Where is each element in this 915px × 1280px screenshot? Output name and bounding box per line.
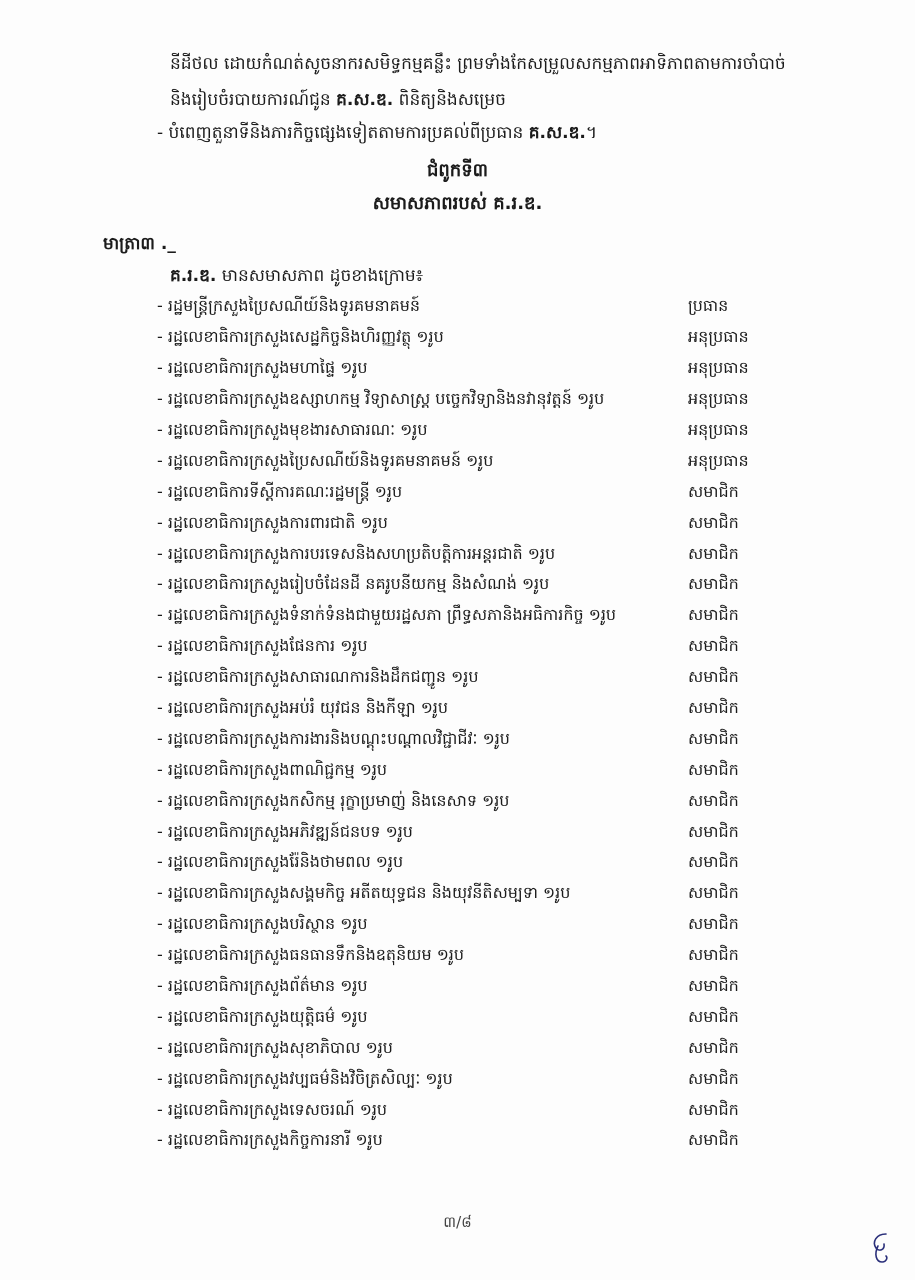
chapter-number: ជំពូកទី៣ — [426, 160, 489, 181]
member-title: - រដ្ឋលេខាធិការក្រសួងអភិវឌ្ឍន៍ជនបទ ១រូប — [157, 821, 413, 841]
member-row — [157, 1064, 777, 1095]
member-row — [157, 1033, 777, 1064]
member-role: សមាជិក — [688, 759, 739, 779]
member-role: សមាជិក — [688, 914, 739, 934]
member-title: - រដ្ឋលេខាធិការទីស្តីការគណៈរដ្ឋមន្ត្រី ១រូប — [157, 481, 403, 501]
member-role: សមាជិក — [688, 852, 739, 872]
member-title: - រដ្ឋលេខាធិការក្រសួងទេសចរណ៍ ១រូប — [157, 1099, 388, 1119]
member-row — [157, 724, 777, 755]
member-role: សមាជិក — [688, 728, 739, 748]
member-row — [157, 416, 777, 447]
member-title: - រដ្ឋលេខាធិការក្រសួងវប្បធម៌និងវិចិត្រសិល្បៈ ១រូប — [157, 1068, 453, 1088]
committee-abbreviation: គ.ស.ឌ. — [528, 123, 586, 143]
member-title: - រដ្ឋមន្ត្រីក្រសួងប្រៃសណីយ៍និងទូរគមនាគមន៍ — [157, 296, 421, 316]
intro-line-3-text: - បំពេញតួនាទីនិងភារកិច្ចផ្សេងទៀតតាមការប្រគល់ពីប្រធាន — [157, 123, 529, 143]
member-title: - រដ្ឋលេខាធិការក្រសួងទំនាក់ទំនងជាមួយរដ្ឋសភា ព្រឹទ្ធសភានិងអធិការកិច្ច ១រូប — [157, 605, 617, 625]
member-row — [157, 1095, 777, 1126]
member-row — [157, 292, 777, 323]
member-row — [157, 323, 777, 354]
intro-line-2-text-end: ពិនិត្យនិងសម្រេច — [393, 90, 506, 110]
member-row — [157, 817, 777, 848]
member-row — [157, 477, 777, 508]
member-title: - រដ្ឋលេខាធិការក្រសួងកិច្ចការនារី ១រូប — [157, 1130, 383, 1150]
member-role: សមាជិក — [688, 945, 739, 965]
member-title: - រដ្ឋលេខាធិការក្រសួងផែនការ ១រូប — [157, 636, 368, 656]
intro-line-3 — [157, 121, 597, 145]
member-row — [157, 354, 777, 385]
member-role: សមាជិក — [688, 667, 739, 687]
intro-line-1 — [170, 52, 786, 76]
member-row — [157, 848, 777, 879]
member-role: អនុប្រធាន — [688, 327, 749, 347]
page-number: ៣/៨ — [443, 1213, 472, 1231]
member-title: - រដ្ឋលេខាធិការក្រសួងបរិស្ថាន ១រូប — [157, 914, 368, 934]
member-row — [157, 1002, 777, 1033]
handwritten-initial-icon — [868, 1230, 894, 1266]
chapter-title: សមាសភាពរបស់ គ.រ.ឌ. — [372, 193, 543, 214]
member-title: - រដ្ឋលេខាធិការក្រសួងយុត្តិធម៌ ១រូប — [157, 1006, 368, 1026]
member-title: - រដ្ឋលេខាធិការក្រសួងសុខាភិបាល ១រូប — [157, 1037, 393, 1057]
member-row — [157, 972, 777, 1003]
member-row — [157, 632, 777, 663]
article-label: មាត្រា៣ ._ — [103, 234, 176, 254]
member-role: សមាជិក — [688, 821, 739, 841]
committee-abbreviation: គ.រ.ឌ. — [170, 266, 217, 286]
member-row — [157, 601, 777, 632]
member-row — [157, 910, 777, 941]
intro-line-3-text-end: ។ — [585, 123, 598, 143]
membership-intro — [170, 264, 423, 288]
member-title: - រដ្ឋលេខាធិការក្រសួងប្រៃសណីយ៍និងទូរគមនាគមន៍ ១រូប — [157, 450, 494, 470]
member-role: សមាជិក — [688, 883, 739, 903]
members-list — [157, 292, 777, 1157]
member-role: សមាជិក — [688, 1068, 739, 1088]
member-role: សមាជិក — [688, 574, 739, 594]
member-row — [157, 570, 777, 601]
member-row — [157, 694, 777, 725]
member-role: សមាជិក — [688, 543, 739, 563]
member-row — [157, 539, 777, 570]
member-title: - រដ្ឋលេខាធិការក្រសួងមុខងារសាធារណៈ ១រូប — [157, 420, 428, 439]
member-row — [157, 663, 777, 694]
member-title: - រដ្ឋលេខាធិការក្រសួងមហាផ្ទៃ ១រូប — [157, 358, 368, 378]
member-title: - រដ្ឋលេខាធិការក្រសួងការងារនិងបណ្តុះបណ្តាលវិជ្ជាជីវៈ ១រូប — [157, 728, 510, 748]
member-role: សមាជិក — [688, 512, 739, 532]
member-row — [157, 385, 777, 416]
committee-abbreviation: គ.ស.ឌ. — [336, 90, 394, 110]
member-role: អនុប្រធាន — [688, 450, 749, 470]
member-title: - រដ្ឋលេខាធិការក្រសួងការពារជាតិ ១រូប — [157, 512, 388, 532]
member-role: សមាជិក — [688, 636, 739, 656]
member-title: - រដ្ឋលេខាធិការក្រសួងអប់រំ យុវជន និងកីឡា ១រូប — [157, 698, 449, 718]
member-row — [157, 446, 777, 477]
member-role: អនុប្រធាន — [688, 358, 749, 378]
member-title: - រដ្ឋលេខាធិការក្រសួងព័ត៌មាន ១រូប — [157, 976, 368, 996]
member-title: - រដ្ឋលេខាធិការក្រសួងរ៉ែនិងថាមពល ១រូប — [157, 852, 404, 872]
member-row — [157, 786, 777, 817]
member-role: សមាជិក — [688, 1099, 739, 1119]
member-role: សមាជិក — [688, 605, 739, 625]
member-title: - រដ្ឋលេខាធិការក្រសួងពាណិជ្ជកម្ម ១រូប — [157, 759, 388, 779]
member-role: សមាជិក — [688, 790, 739, 810]
member-title: - រដ្ឋលេខាធិការក្រសួងសង្គមកិច្ច អតីតយុទ្ធជន និងយុវនីតិសម្បទា ១រូប — [157, 883, 571, 903]
intro-line-2 — [170, 88, 506, 112]
member-role: សមាជិក — [688, 698, 739, 718]
member-role: ប្រធាន — [688, 296, 729, 316]
member-role: អនុប្រធាន — [688, 420, 749, 439]
intro-line-1-text: នីដីថល ដោយកំណត់សូចនាករសមិទ្ធកម្មគន្លឹះ ព្រមទាំងកែសម្រួលសកម្មភាពអាទិភាពតាមការចាំបាច់ — [170, 54, 786, 74]
member-role: សមាជិក — [688, 1037, 739, 1057]
member-title: - រដ្ឋលេខាធិការក្រសួងរៀបចំដែនដី នគរូបនីយកម្ម និងសំណង់ ១រូប — [157, 574, 550, 594]
member-role: សមាជិក — [688, 1006, 739, 1026]
member-title: - រដ្ឋលេខាធិការក្រសួងការបរទេសនិងសហប្រតិបត្តិការអន្តរជាតិ ១រូប — [157, 543, 556, 563]
member-row — [157, 941, 777, 972]
member-title: - រដ្ឋលេខាធិការក្រសួងសាធារណការនិងដឹកជញ្ជូន ១រូប — [157, 667, 479, 687]
member-title: - រដ្ឋលេខាធិការក្រសួងឧស្សាហកម្ម វិទ្យាសាស្ត្រ បច្ចេកវិទ្យានិងនវានុវត្តន៍ ១រូប — [157, 389, 605, 409]
member-title: - រដ្ឋលេខាធិការក្រសួងកសិកម្ម រុក្ខាប្រមាញ់ និងនេសាទ ១រូប — [157, 790, 510, 810]
membership-intro-text: មានសមាសភាព ដូចខាងក្រោម៖ — [216, 266, 424, 286]
member-row — [157, 1126, 777, 1157]
member-row — [157, 879, 777, 910]
member-row — [157, 755, 777, 786]
member-title: - រដ្ឋលេខាធិការក្រសួងសេដ្ឋកិច្ចនិងហិរញ្ញវត្ថុ ១រូប — [157, 327, 444, 347]
member-role: សមាជិក — [688, 976, 739, 996]
member-role: សមាជិក — [688, 481, 739, 501]
member-row — [157, 508, 777, 539]
member-title: - រដ្ឋលេខាធិការក្រសួងធនធានទឹកនិងឧតុនិយម ១រូប — [157, 945, 465, 965]
member-role: សមាជិក — [688, 1130, 739, 1150]
member-role: អនុប្រធាន — [688, 389, 749, 409]
intro-line-2-text: និងរៀបចំរបាយការណ៍ជូន — [170, 90, 337, 110]
